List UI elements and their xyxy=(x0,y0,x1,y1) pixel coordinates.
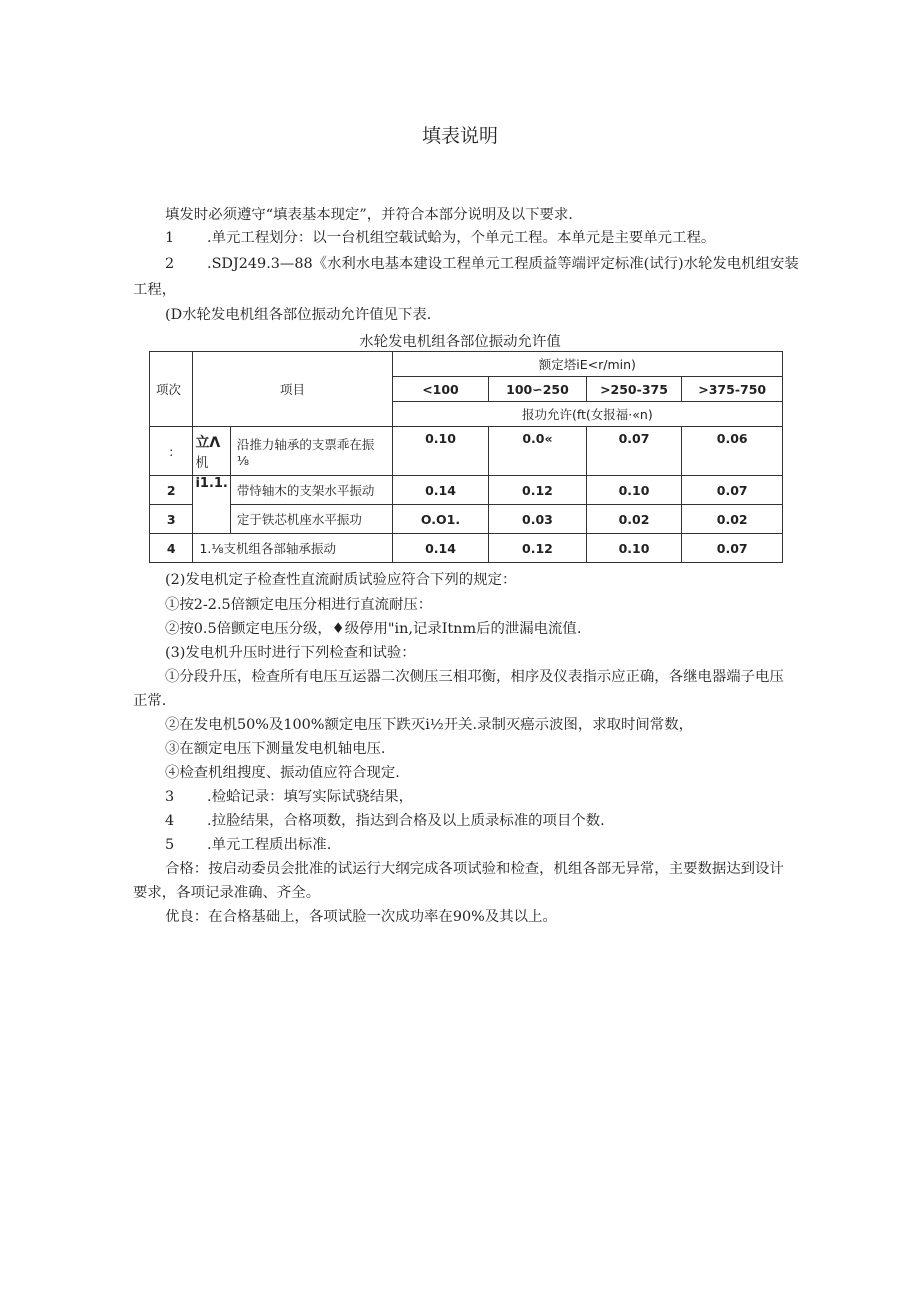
excellent-criteria: 优良：在合格基础上，各项试脸一次成功率在90%及其以上。 xyxy=(165,909,557,925)
pass-criteria: 合格：按启动委员会批准的试运行大纲完成各项试验和检查，机组各部无异常，主要数据达到设计 xyxy=(165,861,784,877)
table-row xyxy=(150,427,783,476)
table-row xyxy=(150,476,783,505)
item-5-text: .单元工程质出标准. xyxy=(207,837,332,853)
row-value: 0.10 xyxy=(586,476,682,505)
sub-item-3: (3)发电机升压时进行下列检查和试验： xyxy=(165,645,416,661)
table-row xyxy=(150,505,783,534)
row-item: 沿推力轴承的支票乖在振⅛ xyxy=(230,427,392,476)
row-value: 0.10 xyxy=(586,534,682,563)
vibration-table xyxy=(149,351,783,563)
sub-item-3-3: ③在额定电压下测量发电机轴电压. xyxy=(165,741,386,757)
item-1-number: 1 xyxy=(165,230,175,246)
header-item: 项目 xyxy=(193,352,392,427)
sub-item-2-2: ②按0.5倍颤定电压分级，♦级停用"in,记录Itnm后的泄漏电流值. xyxy=(165,621,582,637)
row-value: 0.02 xyxy=(586,505,682,534)
sub-item-3-1-continuation: 正常. xyxy=(133,693,167,709)
row-item: 带恃轴木的支架水平振动 xyxy=(230,476,392,505)
row-value: 0.14 xyxy=(392,534,489,563)
item-4 xyxy=(133,810,855,833)
row-value: 0.14 xyxy=(392,476,489,505)
sub-item-3-4: ④检查机组搜度、振动值应符合现定. xyxy=(165,765,400,781)
row-value: 0.07 xyxy=(682,534,783,563)
row-value: 0.07 xyxy=(682,476,783,505)
item-2 xyxy=(133,253,855,276)
pass-criteria-continuation: 要求，各项记录准确、齐全。 xyxy=(133,885,321,901)
row-index: 3 xyxy=(150,505,193,534)
item-2-text: .SDJ249.3—88《水利水电基本建设工程单元工程质益等端评定标准(试行)水轮发电机组安装 xyxy=(207,256,799,272)
row-value: 0.06 xyxy=(682,427,783,476)
page-title: 填表说明 xyxy=(421,125,498,147)
group-label-a: 立Λ xyxy=(195,434,221,451)
row-item: 定于铁芯机座水平振功 xyxy=(230,505,392,534)
row-value: 0.12 xyxy=(489,534,586,563)
item-3-text: .检蛤记录：填写实际试骁结果， xyxy=(207,789,414,805)
item-2-continuation: 工程， xyxy=(133,282,177,298)
row-value: O.O1. xyxy=(392,505,489,534)
sub-item-1: (D水轮发电机组各部位振动允许值见下表. xyxy=(165,307,432,323)
table-row xyxy=(150,534,783,563)
header-range: <100 xyxy=(392,377,489,402)
item-2-number: 2 xyxy=(165,256,175,272)
item-3 xyxy=(133,786,855,809)
table-caption: 水轮发电机组各部位振动允许值 xyxy=(359,334,561,350)
sub-item-3-1: ①分段升压，检查所有电压互运器二次侧压三相邛衡，相序及仪表指示应正确，各继电器端子电压 xyxy=(165,669,784,685)
item-1 xyxy=(133,227,855,250)
group-label-vertical-unit xyxy=(193,427,230,476)
row-value: 0.0« xyxy=(489,427,586,476)
intro-text: 填发时必须遵守“填表基本现定”，并符合本部分说明及以下要求. xyxy=(165,207,573,223)
header-index: 项次 xyxy=(150,352,193,427)
item-5-number: 5 xyxy=(165,837,175,853)
group-label-c: i1.1. xyxy=(193,476,230,534)
row-item: 1.⅛支机组各部轴承振动 xyxy=(193,534,392,563)
header-rated-speed: 额定塔iE<r/min) xyxy=(392,352,782,377)
item-4-number: 4 xyxy=(165,813,175,829)
row-index: : xyxy=(150,427,193,476)
row-index: 4 xyxy=(150,534,193,563)
header-amplitude: 报功允许(ft(女报福·«n) xyxy=(392,402,782,427)
sub-item-3-2: ②在发电机50%及100%额定电压下跌灭i½开关.录制灭癌示波图，求取时间常数， xyxy=(165,717,693,733)
group-label-b: 机 xyxy=(195,455,209,471)
header-range: 100∽250 xyxy=(489,377,586,402)
row-value: 0.03 xyxy=(489,505,586,534)
row-value: 0.12 xyxy=(489,476,586,505)
sub-item-2: (2)发电机定子检查性直流耐质试验应符合下列的规定： xyxy=(165,572,517,588)
item-3-number: 3 xyxy=(165,789,175,805)
row-value: 0.02 xyxy=(682,505,783,534)
item-5 xyxy=(133,834,855,857)
item-1-text: .单元工程划分：以一台机组空载试蛤为，个单元工程。本单元是主要单元工程。 xyxy=(207,230,716,246)
row-index: 2 xyxy=(150,476,193,505)
item-4-text: .拉脸结果，合格项数，指达到合格及以上质录标准的项目个数. xyxy=(207,813,605,829)
sub-item-2-1: ①按2-2.5倍额定电压分相进行直流耐压： xyxy=(165,597,433,613)
row-value: 0.10 xyxy=(392,427,489,476)
row-value: 0.07 xyxy=(586,427,682,476)
header-range: >250-375 xyxy=(586,377,682,402)
header-range: >375-750 xyxy=(682,377,783,402)
